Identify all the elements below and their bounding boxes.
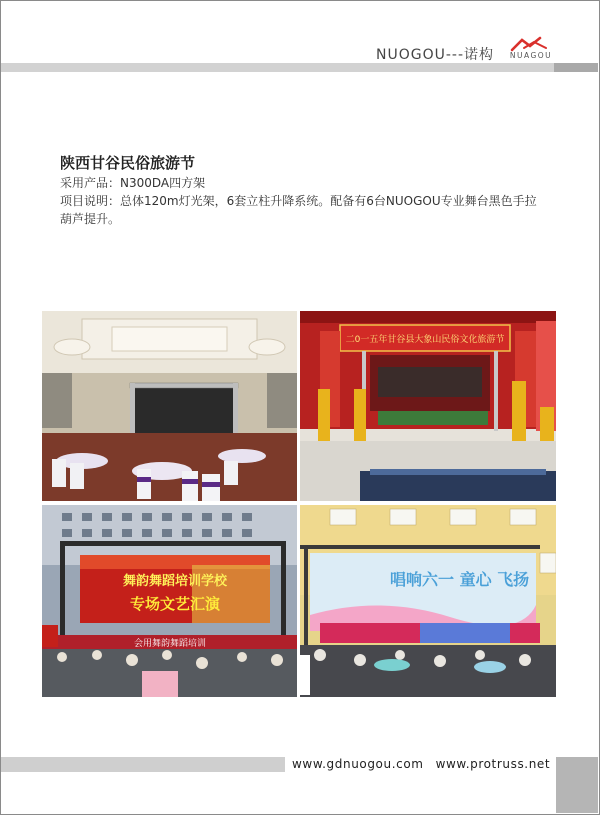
school-banner-title: 舞韵舞蹈培训学校 [122, 574, 228, 589]
photo-banquet-hall [42, 311, 297, 501]
header-rule [1, 63, 554, 72]
photo-festival-stage [300, 311, 556, 501]
footer-url-protruss[interactable]: www.protruss.net [435, 757, 551, 771]
footer-rule [1, 757, 285, 772]
project-description: 项目说明：总体120m灯光架，6套立柱升降系统。配备有6台NUOGOU专业舞台黑色手拉葫芦提升。 [60, 194, 537, 226]
photo-dance-school-show [42, 505, 297, 697]
brand-name: NUOGOU---诺构 [376, 47, 495, 63]
nuogou-logo [502, 36, 560, 62]
product-line: 采用产品：N300DA四方架 [60, 176, 206, 190]
header-rule-accent [554, 63, 598, 72]
logo-mark-icon [510, 36, 550, 52]
school-banner-subtitle: 专场文艺汇演 [129, 595, 221, 613]
footer-url-gdnuogou[interactable]: www.gdnuogou.com [292, 757, 424, 771]
project-title: 陕西甘谷民俗旅游节 [60, 154, 196, 172]
logo-text: NUAGOU [509, 51, 553, 60]
stage-skirt-text: 会用舞韵舞蹈培训 [133, 639, 207, 649]
stage-banner-text: 二0一五年甘谷县大象山民俗文化旅游节 [345, 335, 505, 345]
photo-childrens-day [300, 505, 556, 697]
backdrop-slogan: 唱响六一 童心 飞扬 [390, 570, 530, 589]
footer-accent-block [556, 757, 598, 813]
footer-urls [292, 757, 550, 771]
